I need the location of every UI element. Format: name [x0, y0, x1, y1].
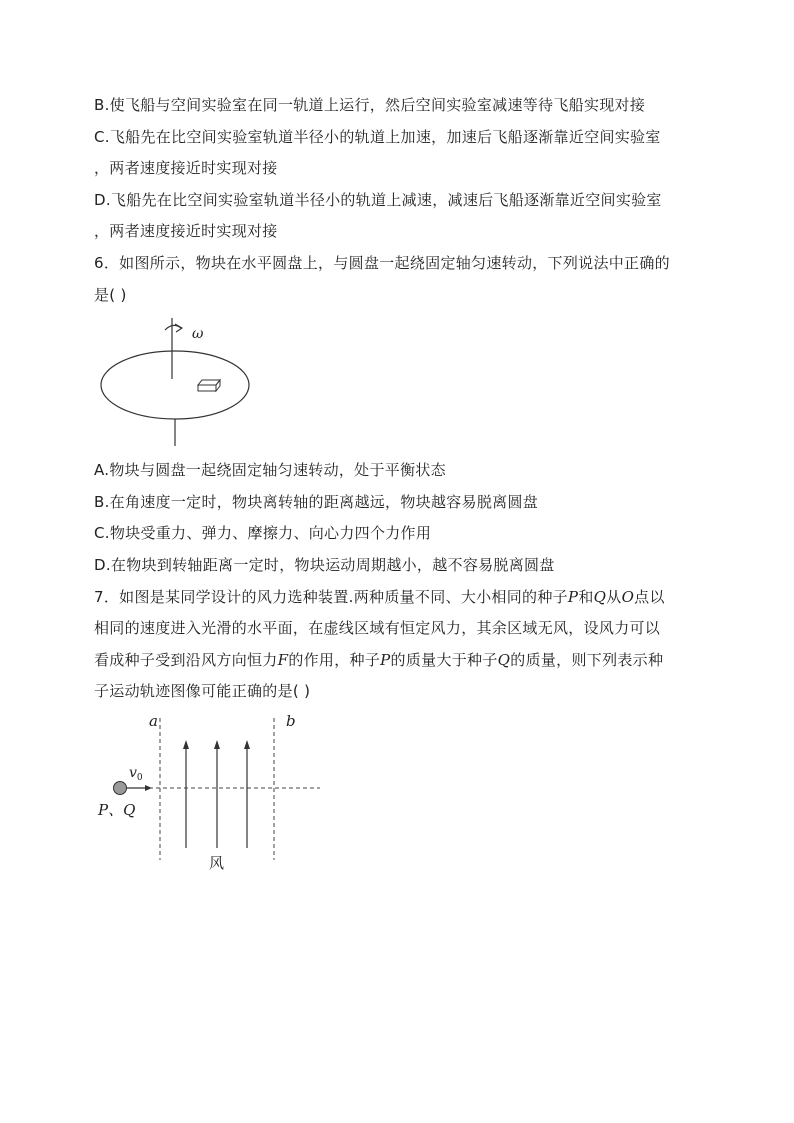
q6-option-a: A.物块与圆盘一起绕固定轴匀速转动，处于平衡状态 [94, 461, 446, 479]
q7-label-wind: 风 [209, 854, 225, 872]
q5-option-d-line1: D.飞船先在比空间实验室轨道半径小的轨道上减速，减速后飞船逐渐靠近空间实验室 [94, 191, 662, 209]
q7-stem-line3: 看成种子受到沿风方向恒力F的作用，种子P的质量大于种子Q的质量，则下列表示种 [94, 651, 664, 669]
q7-label-v0: $v_0$ [129, 765, 143, 783]
q5-option-c-line2: ，两者速度接近时实现对接 [94, 159, 278, 177]
q6-stem-line2: 是( ) [94, 286, 127, 304]
q6-disc [101, 351, 249, 419]
q7-stem-line1: 7．如图是某同学设计的风力选种装置.两种质量不同、大小相同的种子P和Q从O点以 [94, 588, 665, 606]
q7-seed [114, 782, 127, 795]
q7-figure-wind-seed-separator [90, 708, 330, 876]
q5-option-b: B.使飞船与空间实验室在同一轨道上运行，然后空间实验室减速等待飞船实现对接 [94, 96, 646, 114]
q7-label-pq: P、Q [98, 801, 136, 819]
q6-option-b: B.在角速度一定时，物块离转轴的距离越远，物块越容易脱离圆盘 [94, 493, 539, 511]
q6-block [198, 380, 220, 391]
q7-stem-line4: 子运动轨迹图像可能正确的是( ) [94, 682, 311, 700]
q6-option-c: C.物块受重力、弹力、摩擦力、向心力四个力作用 [94, 524, 432, 542]
q7-label-b: b [286, 712, 296, 730]
q6-omega-label: ω [192, 326, 204, 342]
q6-option-d: D.在物块到转轴距离一定时，物块运动周期越小，越不容易脱离圆盘 [94, 556, 555, 574]
q7-wind-arrow-3 [244, 740, 250, 848]
q7-wind-arrow-1 [183, 740, 189, 848]
q7-label-a: a [149, 712, 158, 730]
q6-stem-line1: 6．如图所示，物块在水平圆盘上，与圆盘一起绕固定轴匀速转动，下列说法中正确的 [94, 254, 670, 272]
q6-figure-rotating-disc [95, 315, 255, 450]
q7-wind-arrow-2 [214, 740, 220, 848]
q7-stem-line2: 相同的速度进入光滑的水平面，在虚线区域有恒定风力，其余区域无风，设风力可以 [94, 619, 661, 637]
q5-option-c-line1: C.飞船先在比空间实验室轨道半径小的轨道上加速，加速后飞船逐渐靠近空间实验室 [94, 128, 661, 146]
q5-option-d-line2: ，两者速度接近时实现对接 [94, 222, 278, 240]
